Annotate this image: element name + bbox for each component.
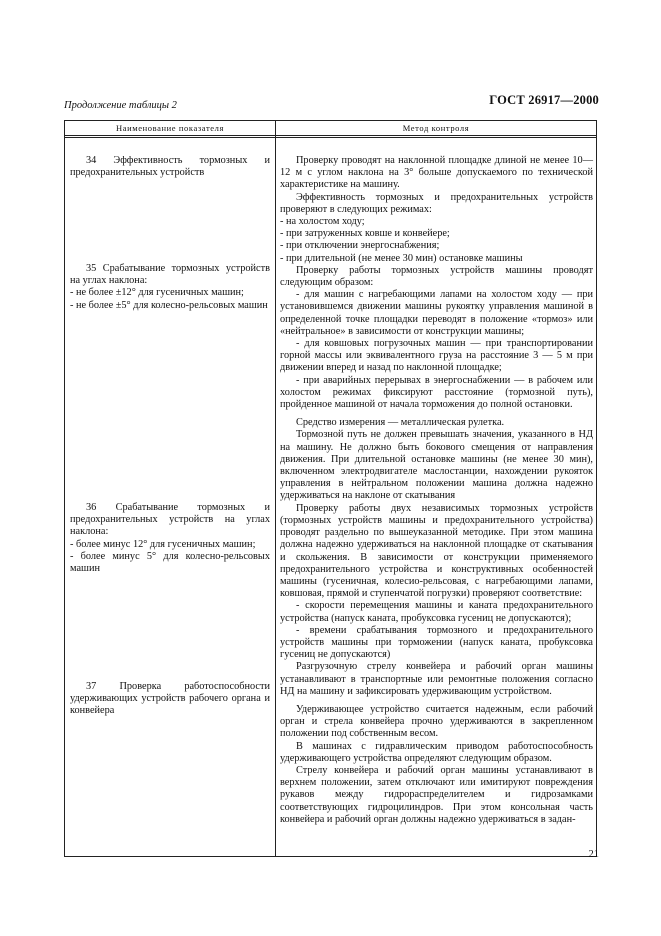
method-paragraph: Тормозной путь не должен превышать значения, указанного в НД на машину. Не должно быть бокового смещения от направления движения. При длительной остановке машины (не менее 30 мин), включенном электродвигателе маслостанции, нахождении рукояток управления в нейтральном положении машина должна надежно удерживаться на наклоне от скатывания: [280, 429, 593, 502]
method-paragraph: - для ковшовых погрузочных машин — при транспортировании горной массы или эквивалентного груза на расстояние 3 — 5 м при движении вперед и назад по наклонной площадке;: [280, 338, 593, 374]
method-paragraph: - для машин с нагребающими лапами на холостом ходу — при установившемся движении машины рукоятку управления машиной в определенной точке площадки переводят в положение «тормоз» или «нейтральное» в зависимости от конструкции машины;: [280, 289, 593, 337]
method-paragraph: Проверку проводят на наклонной площадке длиной не менее 10—12 м с углом наклона на 3° больше допускаемого по технической характеристике на машину.: [280, 155, 593, 191]
header-divider-bottom: [65, 137, 596, 138]
method-paragraph: Удерживающее устройство считается надежным, если рабочий орган и стрела конвейера прочно удерживаются в закрепленном положении под собственным весом.: [280, 703, 593, 740]
col-header-method: Метод контроля: [402, 123, 470, 133]
method-paragraph: Разгрузочную стрелу конвейера и рабочий орган машины устанавливают в транспортные или ремонтные положения согласно НД на машину и зафиксировать удерживающим устройством.: [280, 661, 593, 697]
header-divider-top: [65, 135, 596, 136]
column-divider: [275, 121, 276, 856]
page-number: 21: [588, 849, 599, 860]
method-paragraph: - скорости перемещения машины и каната предохранительного устройства (напуск каната, пробуксовка гусениц не допускаются);: [280, 600, 593, 624]
method-paragraph: Эффективность тормозных и предохранительных устройств проверяют в следующих режимах:: [280, 191, 593, 215]
data-table: [64, 120, 597, 857]
method-paragraph: - при длительной (не менее 30 мин) остановке машины: [280, 252, 523, 264]
method-paragraph: - при аварийных перерывах в энергоснабжении — в рабочем или холостом режимах фиксируют расстояние (тормозной путь), пройденное машиной от начала торможения до полной остановки.: [280, 374, 593, 411]
method-paragraph: - на холостом ходу;: [280, 216, 365, 228]
col-header-name: Наименование показателя: [115, 123, 224, 133]
method-paragraph: Средство измерения — металлическая рулетка.: [296, 417, 505, 429]
method-paragraph: Проверку работы двух независимых тормозных устройств (тормозных устройств машины и предохранительного устройства) проводят раздельно по вышеуказанной методике. При этом машина должна надежно удерживаться на наклонной площадке от скатывания и скольжения. В зависимости от конструкции применяемого предохранительного устройства и конструктивных особенностей машины (гусеничная, колесио-рельсовая, с нагребающими лапами, ковшовая, прямой и ступенчатой погрузки) проверяют соответствие:: [280, 502, 593, 600]
left-cell-36: 36 Срабатывание тормозных и предохранительных устройств на углах наклона: - более минус 12° для гусеничных машин; - более минус 5° для колесно-рельсовых машин: [70, 502, 270, 575]
method-paragraph: Стрелу конвейера и рабочий орган машины устанавливают в верхнем положении, затем отключают или имитируют повреждения рукавов между гидрораспределителем и гидрозамками соответствующих гидроцилиндров. При этом консольная часть конвейера и рабочий орган должны надежно удерживаться в задан-: [280, 764, 593, 825]
doc-header: ГОСТ 26917—2000: [489, 93, 599, 107]
table-caption: Продолжение таблицы 2: [64, 100, 177, 111]
method-paragraph: - времени срабатывания тормозного и предохранительного устройств машины при торможении (напуск каната, пробуксовка гусениц не допускаются): [280, 624, 593, 661]
left-cell-35: 35 Срабатывание тормозных устройств на углах наклона: - не более ±12° для гусеничных машин; - не более ±5° для колесно-рельсовых машин: [70, 263, 270, 311]
method-paragraph: - при отключении энергоснабжения;: [280, 240, 440, 252]
left-cell-34: 34 Эффективность тормозных и предохранительных устройств: [70, 155, 270, 179]
method-paragraph: - при затруженных ковше и конвейере;: [280, 228, 450, 240]
method-text: [280, 155, 593, 826]
left-cell-37: 37 Проверка работоспособности удерживающих устройств рабочего органа и конвейера: [70, 681, 270, 717]
method-paragraph: Проверку работы тормозных устройств машины проводят следующим образом:: [280, 264, 593, 289]
method-paragraph: В машинах с гидравлическим приводом работоспособность удерживающего устройства определяют следующим образом.: [280, 740, 593, 764]
